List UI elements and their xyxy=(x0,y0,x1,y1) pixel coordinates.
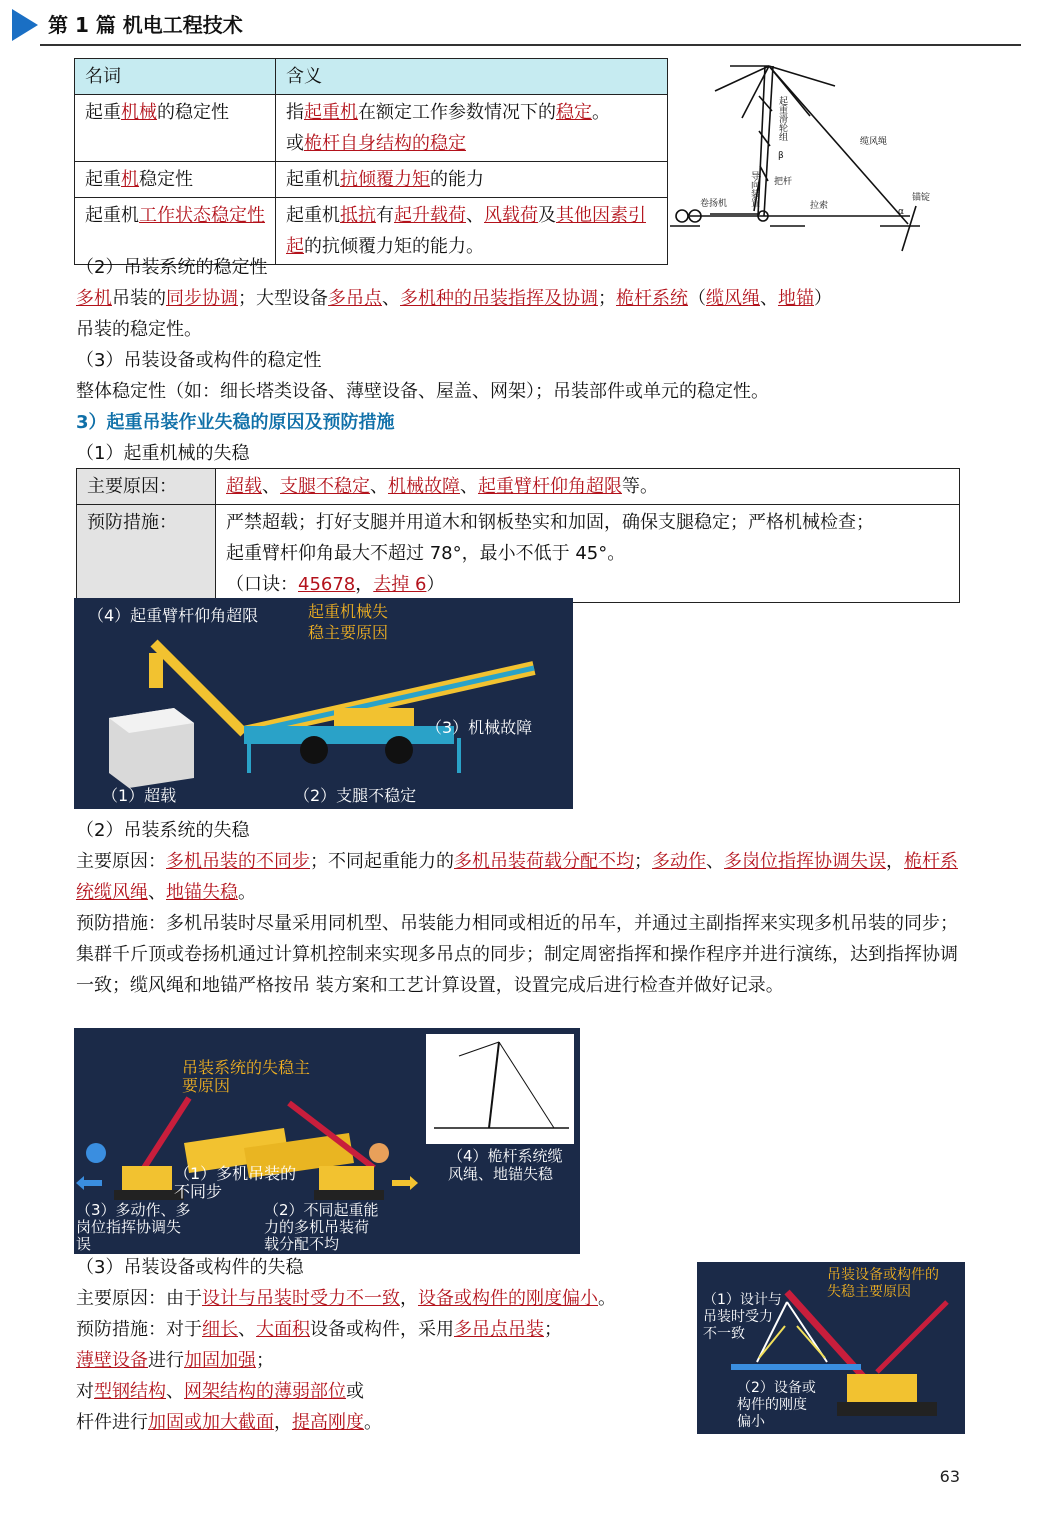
header-rule xyxy=(40,44,1021,46)
system-instability-image: 吊装系统的失稳主 要原因 （1）多机吊装的 不同步 （3）多动作、多 岗位指挥协调失 误 （2）不同起重能 力的多机吊装荷 载分配不均 （4）桅杆系统缆 风绳、地锚失稳 xyxy=(74,1028,580,1254)
crane-instability-table xyxy=(76,468,960,603)
paragraph-component-cause: 主要原因：由于设计与吊装时受力不一致，设备或构件的刚度偏小。 xyxy=(76,1288,616,1309)
label-alpha: α xyxy=(898,207,904,217)
paragraph-component-stability: 整体稳定性（如：细长塔类设备、薄壁设备、屋盖、网架）；吊装部件或单元的稳定性。 xyxy=(76,381,769,402)
label-guide-device: 导向装置 xyxy=(749,171,759,207)
table-row: 起重机械的稳定性 指起重机在额定工作参数情况下的稳定。 或桅杆自身结构的稳定 xyxy=(75,95,668,162)
table-header-term: 名词 xyxy=(75,59,276,95)
component-instability-image: 吊装设备或构件的 失稳主要原因 （1）设计与 吊装时受力 不一致 （2）设备或 构件的刚度 偏小 xyxy=(697,1262,965,1434)
section-title-instability: 3）起重吊装作业失稳的原因及预防措施 xyxy=(76,412,395,433)
page-number: 63 xyxy=(939,1467,960,1486)
label-prevention: 预防措施： xyxy=(77,505,216,603)
label-mast-pole: 把杆 xyxy=(774,177,793,187)
label-guy-rope: 缆风绳 xyxy=(860,137,888,147)
table-row: 起重机稳定性 起重机抗倾覆力矩的能力 xyxy=(75,162,668,198)
paragraph-system-instability-cause: 主要原因：多机吊装的不同步；不同起重能力的多机吊装荷载分配不均；多动作、多岗位指挥协调失误，桅杆系统缆风绳、地锚失稳。 xyxy=(76,851,958,903)
section-heading: （2）吊装系统的稳定性 xyxy=(76,257,268,278)
paragraph-system-stability: 多机吊装的同步协调；大型设备多吊点、多机种的吊装指挥及协调；桅杆系统（缆风绳、地锚） 吊装的稳定性。 xyxy=(76,288,832,340)
definition-table xyxy=(74,58,668,265)
section-heading: （1）起重机械的失稳 xyxy=(76,443,250,464)
label-anchor: 锚锭 xyxy=(912,193,931,203)
table-row: 主要原因： 超载、支腿不稳定、机械故障、起重臂杆仰角超限等。 xyxy=(77,469,960,505)
section-heading: （3）吊装设备或构件的稳定性 xyxy=(76,350,322,371)
table-row: 预防措施： 严禁超载；打好支腿并用道木和钢板垫实和加固，确保支腿稳定；严格机械检查； 起重臂杆仰角最大不超过 78°，最小不低于 45°。 （口诀：45678，去掉 6） xyxy=(77,505,960,603)
label-winch: 卷扬机 xyxy=(700,199,728,209)
label-beta: β xyxy=(778,151,784,161)
paragraph-system-instability-prevention: 预防措施：多机吊装时尽量采用同机型、吊装能力相同或相近的吊车，并通过主副指挥来实现多机吊装的同步；集群千斤顶或卷扬机通过计算机控制来实现多吊点的同步；制定周密指挥和操作程序并进行演练，达到指挥协调一致；缆风绳和地锚严格按吊 装方案和工艺计算设置，设置完成后进行检查并做好记录。 xyxy=(76,913,958,996)
page-header-title: 第 1 篇 机电工程技术 xyxy=(48,13,243,37)
mast-crane-diagram xyxy=(670,56,950,256)
section-heading: （2）吊装系统的失稳 xyxy=(76,820,250,841)
table-row: 起重机工作状态稳定性 起重机抵抗有起升载荷、风载荷及其他因素引起的抗倾覆力矩的能力。 xyxy=(75,198,668,265)
header-triangle-icon xyxy=(12,9,38,41)
label-pulley-block: 起重滑轮组 xyxy=(777,96,787,141)
section-heading: （3）吊装设备或构件的失稳 xyxy=(76,1257,304,1278)
table-header-meaning: 含义 xyxy=(276,59,668,95)
label-main-cause: 主要原因： xyxy=(77,469,216,505)
paragraph-component-prevention: 预防措施：对于细长、大面积设备或构件，采用多吊点吊装； 薄壁设备进行加固加强； 对型钢结构、网架结构的薄弱部位或 杆件进行加固或加大截面，提高刚度。 xyxy=(76,1319,562,1433)
crane-instability-image: （4）起重臂杆仰角超限 起重机械失 稳主要原因 （3）机械故障 （1）超载 （2）支腿不稳定 xyxy=(74,598,573,809)
label-pull-rope: 拉索 xyxy=(810,201,829,211)
